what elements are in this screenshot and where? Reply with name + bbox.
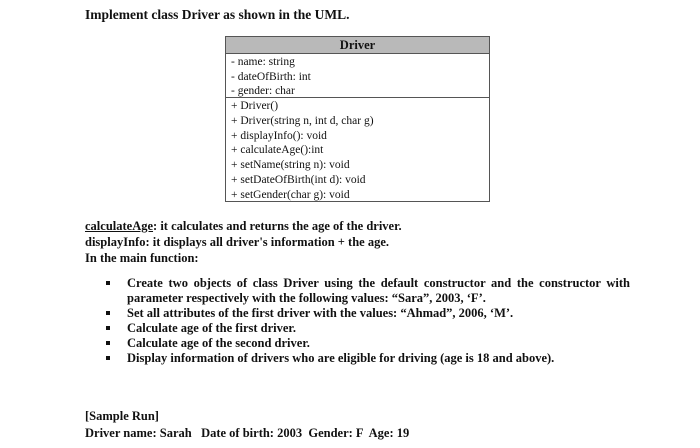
uml-method: + setName(string n): void <box>231 159 350 172</box>
calculate-age-text: : it calculates and returns the age of the driver. <box>153 219 402 233</box>
bullet-icon <box>106 311 110 315</box>
sample-run <box>85 408 645 442</box>
uml-attributes <box>226 54 489 98</box>
list-item: Create two objects of class Driver using the default constructor and the constructor with parameter respectively with the following values: “Sara”, 2003, ‘F’. <box>106 276 630 306</box>
uml-method: + Driver() <box>231 100 279 112</box>
uml-method: + calculateAge():int <box>231 144 324 157</box>
uml-method: + displayInfo(): void <box>231 129 327 142</box>
list-item: Display information of drivers who are eligible for driving (age is 18 and above). <box>106 351 630 366</box>
bullet-icon <box>106 341 110 345</box>
list-item: Calculate age of the first driver. <box>106 321 630 336</box>
list-item: Set all attributes of the first driver with the values: “Ahmad”, 2006, ‘M’. <box>106 306 630 321</box>
list-item: Calculate age of the second driver. <box>106 336 630 351</box>
calculate-age-description <box>85 218 645 234</box>
sample-run-label: [Sample Run] <box>85 409 159 423</box>
display-info-description: displayInfo: it displays all driver's information + the age. <box>85 235 390 249</box>
calculate-age-term: calculateAge <box>85 219 154 233</box>
main-function-heading: In the main function: <box>85 251 199 265</box>
uml-method: + Driver(string n, int d, char g) <box>231 114 374 127</box>
description-block <box>85 218 645 266</box>
uml-attribute: - name: string <box>231 56 295 68</box>
uml-class-diagram <box>225 36 490 202</box>
uml-method: + setGender(char g): void <box>231 188 350 201</box>
uml-attribute: - gender: char <box>231 85 295 97</box>
task-title: Implement class Driver as shown in the UML. <box>85 7 350 22</box>
bullet-icon <box>106 326 110 330</box>
bullet-icon <box>106 356 110 360</box>
sample-run-output: Driver name: Sarah Date of birth: 2003 Gender: F Age: 19 <box>85 426 410 440</box>
uml-method: + setDateOfBirth(int d): void <box>231 173 366 186</box>
requirements-list <box>106 276 630 366</box>
uml-methods <box>226 98 489 203</box>
bullet-icon <box>106 281 110 285</box>
uml-attribute: - dateOfBirth: int <box>231 70 311 83</box>
uml-class-name: Driver <box>226 37 489 54</box>
